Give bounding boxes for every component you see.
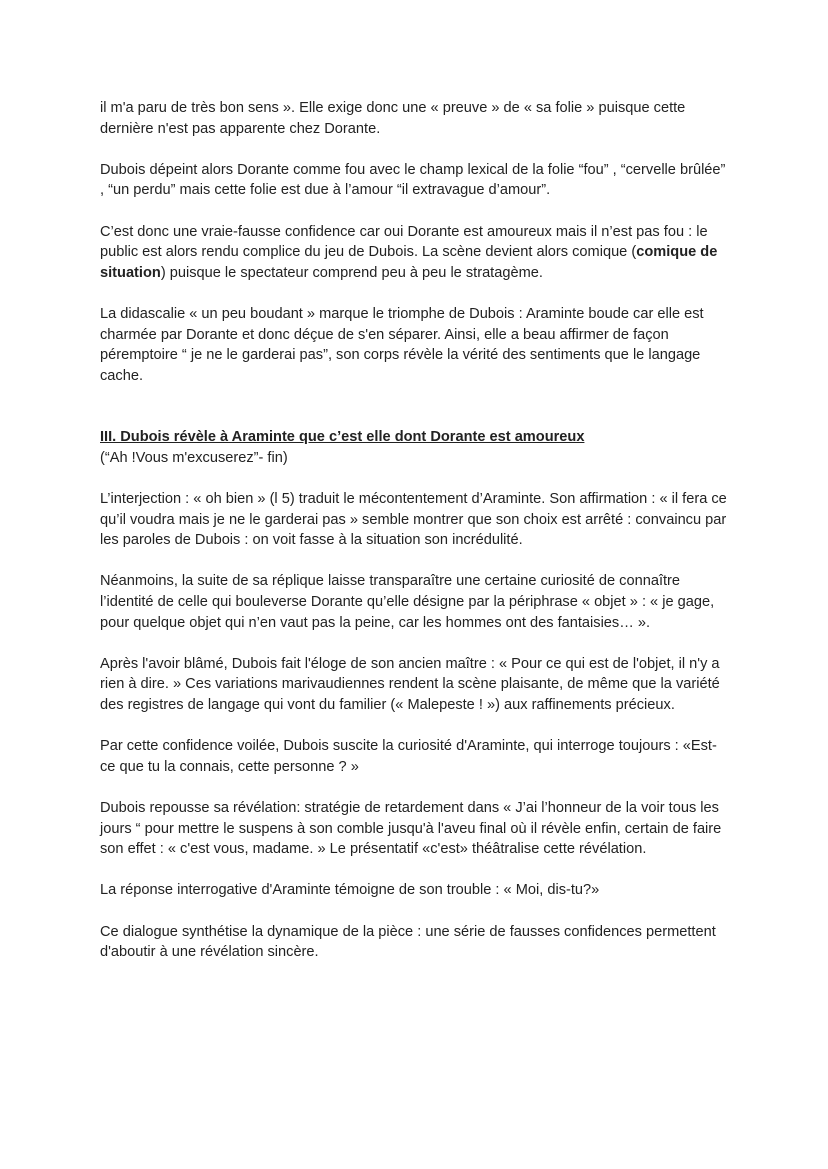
section-heading: III. Dubois révèle à Araminte que c’est elle dont Dorante est amoureux	[100, 429, 585, 446]
paragraph-text-start: C’est donc une vraie-fausse confidence car oui Dorante est amoureux mais il n’est pas fou : le public est alors rendu complice du jeu de Dubois. La scène devient alors comique (	[100, 223, 708, 261]
paragraph-champ-lexical-folie: Dubois dépeint alors Dorante comme fou avec le champ lexical de la folie “fou” , “cervelle brûlée” , “un perdu” mais cette folie est due à l’amour “il extravague d’amour”.	[100, 161, 726, 199]
paragraph-retardement: Dubois repousse sa révélation: stratégie de retardement dans « J’ai l’honneur de la voir tous les jours “ pour mettre le suspens à son comble jusqu'à l'aveu final où il révèle enfin, certain de faire son effet : « c'est vous, madame. » Le présentatif «c'est» théâtralise cette révélation.	[100, 800, 722, 858]
paragraph-text-end: ) puisque le spectateur comprend peu à peu le stratagème.	[160, 264, 543, 281]
paragraph-preuve-folie: il m'a paru de très bon sens ». Elle exige donc une « preuve » de « sa folie » puisque cette dernière n'est pas apparente chez Dorante.	[100, 100, 686, 137]
paragraph-eloge: Après l'avoir blâmé, Dubois fait l'éloge de son ancien maître : « Pour ce qui est de l'objet, il n'y a rien à dire. » Ces variations marivaudiennes rendent la scène plaisante, de même que la variété des registres de langage qui vont du familier (« Malepeste ! ») aux raffinements précieux.	[100, 655, 720, 714]
paragraph-conclusion: Ce dialogue synthétise la dynamique de la pièce : une série de fausses confidences permettent d'aboutir à une révélation sincère.	[100, 923, 716, 961]
paragraph-didascalie: La didascalie « un peu boudant » marque le triomphe de Dubois : Araminte boude car elle est charmée par Dorante et donc déçue de s'en séparer. Ainsi, elle a beau affirmer de façon péremptoire “ je ne le garderai pas”, son corps révèle la vérité des sentiments que le langage cache.	[100, 305, 704, 384]
paragraph-curiosite: Néanmoins, la suite de sa réplique laisse transparaître une certaine curiosité de connaître l’identité de celle qui bouleverse Dorante qu’elle désigne par la périphrase « objet » : « je gage, pour quelque objet qui n’en vaut pas la peine, car les hommes ont des fantaisies… ».	[100, 573, 715, 631]
bold-term-comique-de-situation: comique de situation	[100, 244, 718, 281]
paragraph-interjection: L’interjection : « oh bien » (l 5) traduit le mécontentement d’Araminte. Son affirmation : « il fera ce qu’il voudra mais je ne le garderai pas » semble montrer que son choix est arrêté : convaincu par les paroles de Dubois : on voit fasse à la situation son incrédulité.	[100, 491, 727, 549]
paragraph-vraie-fausse-confidence	[100, 222, 732, 284]
paragraph-confidence-voilee: Par cette confidence voilée, Dubois suscite la curiosité d'Araminte, qui interroge toujours : «Est-ce que tu la connais, cette personne ? »	[100, 738, 717, 775]
document-body	[100, 98, 732, 983]
section-subheading: (“Ah !Vous m'excuserez”- fin)	[100, 449, 288, 466]
paragraph-reponse-interrogative: La réponse interrogative d'Araminte témoigne de son trouble : « Moi, dis-tu?»	[100, 882, 600, 899]
